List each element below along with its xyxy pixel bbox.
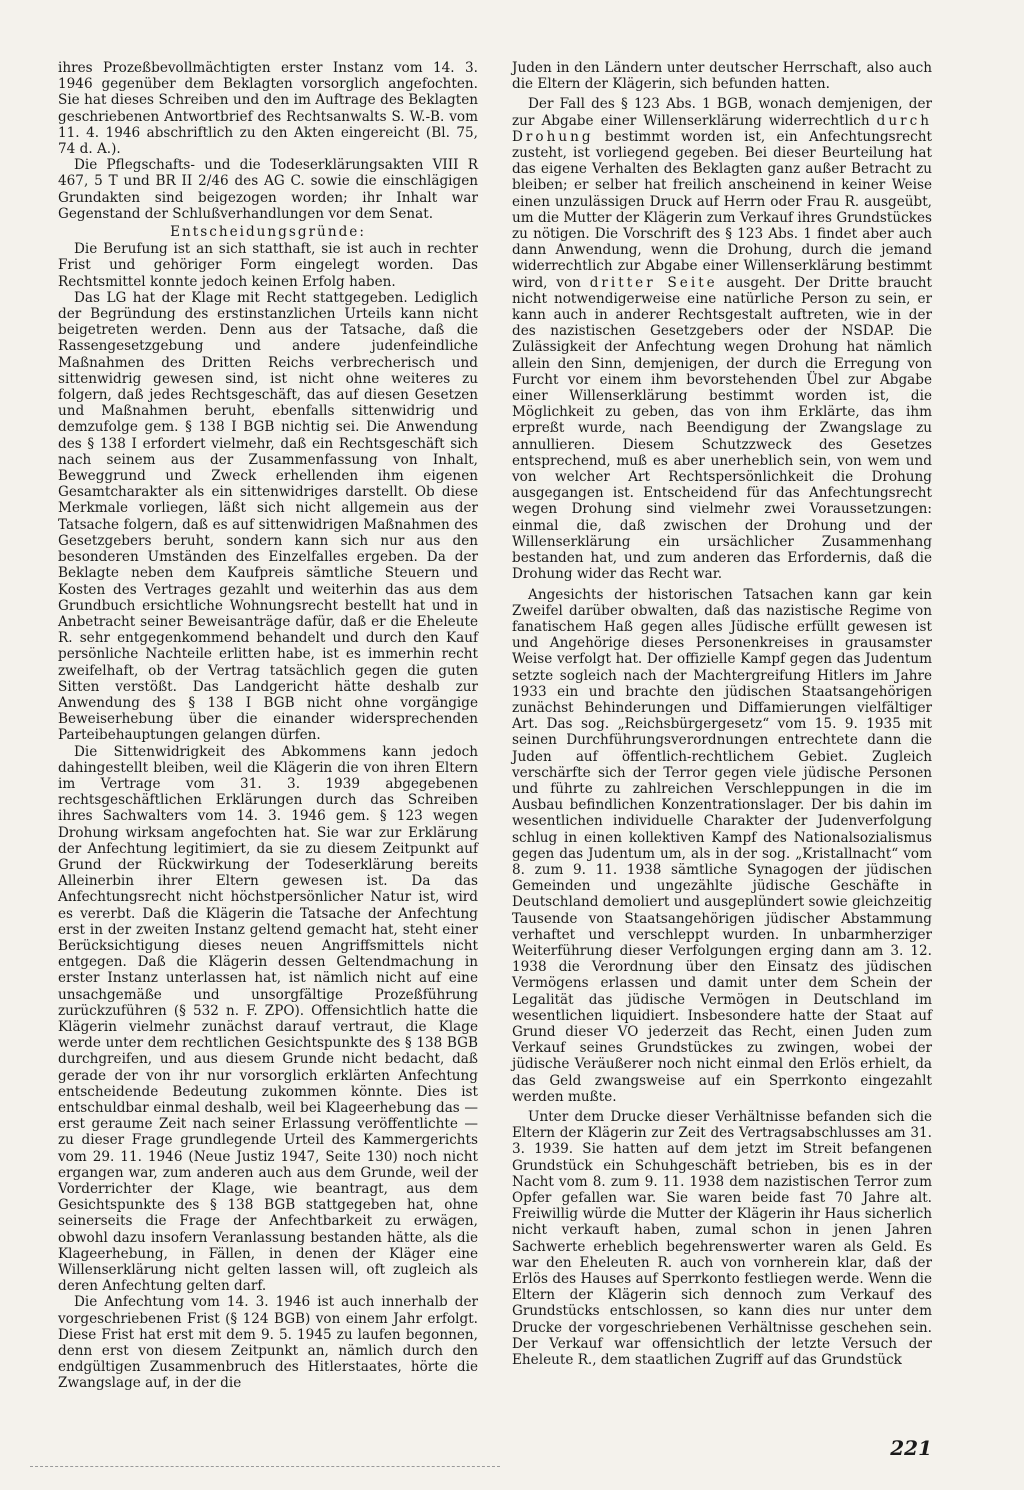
paragraph: Das LG hat der Klage mit Recht stattgegeben. Lediglich der Begründung des erstinstanzlichen Urteils kann nicht beigetreten werden. Denn aus der Tatsache, daß die Rassengesetzgebung und andere judenfeindliche Maßnahmen des Dritten Reichs verbrecherisch und sittenwidrig gewesen sind, ist nicht ohne weiteres zu folgern, daß jedes Rechtsgeschäft, das auf diesen Gesetzen und Maßnahmen beruht, ebenfalls sittenwidrig und demzufolge gem. § 138 I BGB nichtig sei. Die Anwendung des § 138 I erfordert vielmehr, daß ein Rechtsgeschäft sich nach seinem aus der Zusammenfassung von Inhalt, Beweggrund und Zweck erhellenden ihm eigenen Gesamtcharakter als ein sittenwidriges darstellt. Ob diese Merkmale vorliegen, läßt sich nicht allgemein aus der Tatsache folgern, daß es auf sittenwidrigen Maßnahmen des Gesetzgebers beruht, sondern kann sich nur aus den besonderen Umständen des Einzelfalles ergeben. Da der Beklagte neben dem Kaufpreis sämtliche Steuern und Kosten des Vertrages gezahlt und weiterhin das aus dem Grundbuch ersichtliche Wohnungsrecht bestellt hat und in Anbetracht seiner Beweisanträge dafür, daß er die Eheleute R. sehr entgegenkommend behandelt und durch den Kauf persönliche Nachteile erlitten habe, ist es immerhin recht zweifelhaft, ob der Vertrag tatsächlich gegen die guten Sitten verstößt. Das Landgericht hätte deshalb zur Anwendung des § 138 I BGB nicht ohne vorgängige Beweiserhebung über die einander widersprechenden Parteibehauptungen gelangen dürfen. <box>58 289 478 744</box>
paragraph: Unter dem Drucke dieser Verhältnisse befanden sich die Eltern der Klägerin zur Zeit des Vertragsabschlusses am 31. 3. 1939. Sie hatten auf dem jetzt im Streit befangenen Grundstück ein Schuhgeschäft betrieben, bis es in der Nacht vom 8. zum 9. 11. 1938 dem nazistischen Terror zum Opfer gefallen war. Sie waren beide fast 70 Jahre alt. Freiwillig würde die Mutter der Klägerin ihr Haus sicherlich nicht verkauft haben, zumal schon in jenen Jahren Sachwerte erheblich begehrenswerter waren als Geld. Es war den Eheleuten R. auch von vornherein klar, daß der Erlös des Hauses auf Sperrkonto festliegen werde. Wenn die Eltern der Klägerin sich dennoch zum Verkauf des Grundstücks entschlossen, so kann dies nur unter dem Drucke der vorgeschriebenen Verhältnisse geschehen sein. Der Verkauf war offensichtlich der letzte Versuch der Eheleute R., dem staatlichen Zugriff auf das Grundstück <box>512 1109 932 1369</box>
paragraph: Angesichts der historischen Tatsachen kann gar kein Zweifel darüber obwalten, daß das nazistische Regime von fanatischem Haß gegen alles Jüdische erfüllt gewesen ist und Angehörige dieses Personenkreises in grausamster Weise verfolgt hat. Der offizielle Kampf gegen das Judentum setzte sogleich nach der Machtergreifung Hitlers im Jahre 1933 ein und brachte den jüdischen Staatsangehörigen zunächst Behinderungen und Diffamierungen vielfältiger Art. Das sog. „Reichsbürgergesetz“ vom 15. 9. 1935 mit seinen Durchführungsverordnungen entrechtete dann die Juden auf öffentlich-rechtlichem Gebiet. Zugleich verschärfte sich der Terror gegen viele jüdische Personen und führte zu zahlreichen Verschleppungen in die im Ausbau befindlichen Konzentrationslager. Der bis dahin im wesentlichen individuelle Charakter der Judenverfolgung schlug in einen kollektiven Kampf des Nationalsozialismus gegen das Judentum um, als in der sog. „Kristallnacht“ vom 8. zum 9. 11. 1938 sämtliche Synagogen der jüdischen Gemeinden und ungezählte jüdische Geschäfte in Deutschland demoliert und ausgeplündert sowie gleichzeitig Tausende von Staatsangehörigen jüdischer Abstammung verhaftet und verschleppt wurden. In unbarmherziger Weiterführung dieser Verfolgungen erging dann am 3. 12. 1938 die Verordnung über den Einsatz des jüdischen Vermögens erlassen und damit unter dem Schein der Legalität das jüdische Vermögen in Deutschland im wesentlichen liquidiert. Insbesondere hatte der Staat auf Grund dieser VO jederzeit das Recht, einen Juden zum Verkauf seines Grundstückes zu zwingen, wobei der jüdische Veräußerer noch nicht einmal den Erlös erhielt, da das Geld zwangsweise auf ein Sperrkonto eingezahlt werden mußte. <box>512 586 932 1105</box>
paragraph: Die Berufung ist an sich statthaft, sie ist auch in rechter Frist und gehöriger Form eingelegt worden. Das Rechtsmittel konnte jedoch keinen Erfolg haben. <box>58 241 478 290</box>
text-run: Der Fall des § 123 Abs. 1 BGB, wonach demjenigen, der zur Abgabe einer Willenserklärung widerrechtlich <box>512 96 932 129</box>
paragraph: Die Anfechtung vom 14. 3. 1946 ist auch innerhalb der vorgeschriebenen Frist (§ 124 BGB) von einem Jahr erfolgt. Diese Frist hat erst mit dem 9. 5. 1945 zu laufen begonnen, denn erst von diesem Zeitpunkt an, nämlich durch den endgültigen Zusammenbruch des Hitlerstaates, hörte die Zwangslage auf, in der die <box>58 1294 478 1392</box>
spaced-emphasis: dritter Seite <box>589 274 718 291</box>
spaced-emphasis: durch Drohung <box>512 112 932 145</box>
paragraph: Die Pflegschafts- und die Todeserklärungsakten VIII R 467, 5 T und BR II 2/46 des AG C. sowie die einschlägigen Grundakten sind beigezogen worden; ihr Inhalt war Gegenstand der Schlußverhandlungen vor dem Senat. <box>58 157 478 222</box>
text-run: bestimmt worden ist, ein Anfechtungsrecht zusteht, ist vorliegend gegeben. Bei dieser Beurteilung hat das eigene Verhalten des Beklagten ganz außer Betracht zu bleiben; er selber hat freilich anscheinend in keiner Weise einen unzulässigen Druck auf Herrn oder Frau R. ausgeübt, um die Mutter der Klägerin zum Verkauf ihres Grundstückes zu nötigen. Die Vorschrift des § 123 Abs. 1 findet aber auch dann Anwendung, wenn die Drohung, durch die jemand widerrechtlich zur Abgabe einer Willenserklärung bestimmt wird, von <box>512 128 932 291</box>
paragraph: ihres Prozeßbevollmächtigten erster Instanz vom 14. 3. 1946 gegenüber dem Beklagten vorsorglich angefochten. Sie hat dieses Schreiben und den im Auftrage des Beklagten geschriebenen Antwortbrief des Rechtsanwalts S. W.-B. vom 11. 4. 1946 abschriftlich zu den Akten eingereicht (Bl. 75, 74 d. A.). <box>58 60 478 158</box>
left-column <box>58 60 478 1392</box>
right-column <box>512 60 932 1368</box>
paragraph: Juden in den Ländern unter deutscher Herrschaft, also auch die Eltern der Klägerin, sich befunden hatten. <box>512 60 932 93</box>
section-heading: Entscheidungsgründe: <box>170 224 366 241</box>
paragraph: Die Sittenwidrigkeit des Abkommens kann jedoch dahingestellt bleiben, weil die Klägerin die von ihren Eltern im Vertrage vom 31. 3. 1939 abgegebenen rechtsgeschäftlichen Erklärungen durch das Schreiben ihres Sachwalters vom 14. 3. 1946 gem. § 123 wegen Drohung wirksam angefochten hat. Sie war zur Erklärung der Anfechtung legitimiert, da sie zu diesem Zeitpunkt auf Grund der Rückwirkung der Todeserklärung bereits Alleinerbin ihrer Eltern gewesen ist. Da das Anfechtungsrecht nicht höchstpersönlicher Natur ist, wird es vererbt. Daß die Klägerin die Tatsache der Anfechtung erst in der zweiten Instanz geltend gemacht hat, steht einer Berücksichtigung dieses neuen Angriffsmittels nicht entgegen. Daß die Klägerin dessen Geltendmachung in erster Instanz unterlassen hat, ist nämlich nicht auf eine unsachgemäße und unsorgfältige Prozeßführung zurückzuführen (§ 532 n. F. ZPO). Offensichtlich hatte die Klägerin vielmehr zunächst darauf vertraut, die Klage werde unter dem rechtlichen Gesichtspunkte des § 138 BGB durchgreifen, und aus diesem Grunde nicht bedacht, daß gerade der von ihr nur vorsorglich erklärten Anfechtung entscheidende Bedeutung zukommen könnte. Dies ist entschuldbar einmal deshalb, weil bei Klageerhebung das — erst geraume Zeit nach seiner Erlassung veröffentlichte — zu dieser Frage grundlegende Urteil des Kammergerichts vom 29. 11. 1946 (Neue Justiz 1947, Seite 130) noch nicht ergangen war, zum anderen auch aus dem Grunde, weil der Vorderrichter der Klage, wie beantragt, aus dem Gesichtspunkte des § 138 BGB stattgegeben hat, ohne seinerseits die Frage der Anfechtbarkeit zu erwägen, obwohl dazu insofern Veranlassung bestanden hätte, als die Klageerhebung, in Fällen, in denen der Kläger eine Willenserklärung nicht gelten lassen will, oft zugleich als deren Anfechtung gelten darf. <box>58 743 478 1295</box>
paragraph <box>512 96 932 582</box>
bottom-rule <box>30 1466 500 1467</box>
text-run: ausgeht. Der Dritte braucht nicht notwendigerweise eine natürliche Person zu sein, er kann auch in anderer Rechtsgestalt auftreten, wie in der des nazistischen Gesetzgebers oder der NSDAP. Die Zulässigkeit der Anfechtung wegen Drohung hat nämlich allein den Sinn, demjenigen, der durch die Erregung von Furcht vor einem ihm bevorstehenden Übel zur Abgabe einer Willenserklärung bestimmt worden ist, die Möglichkeit zu geben, das von ihm Erklärte, das ihm erpreßt wurde, nach Beendigung der Zwangslage zu annullieren. Diesem Schutzzweck des Gesetzes entsprechend, muß es aber unerheblich sein, von wem und von welcher Art Rechtspersönlichkeit die Drohung ausgegangen ist. Entscheidend für das Anfechtungsrecht wegen Drohung sind vielmehr zwei Voraussetzungen: einmal die, daß zwischen der Drohung und der Willenserklärung ein ursächlicher Zusammenhang bestanden hat, und zum anderen das Erfordernis, daß die Drohung wider das Recht war. <box>512 274 932 583</box>
page-number: 221 <box>890 1436 932 1460</box>
